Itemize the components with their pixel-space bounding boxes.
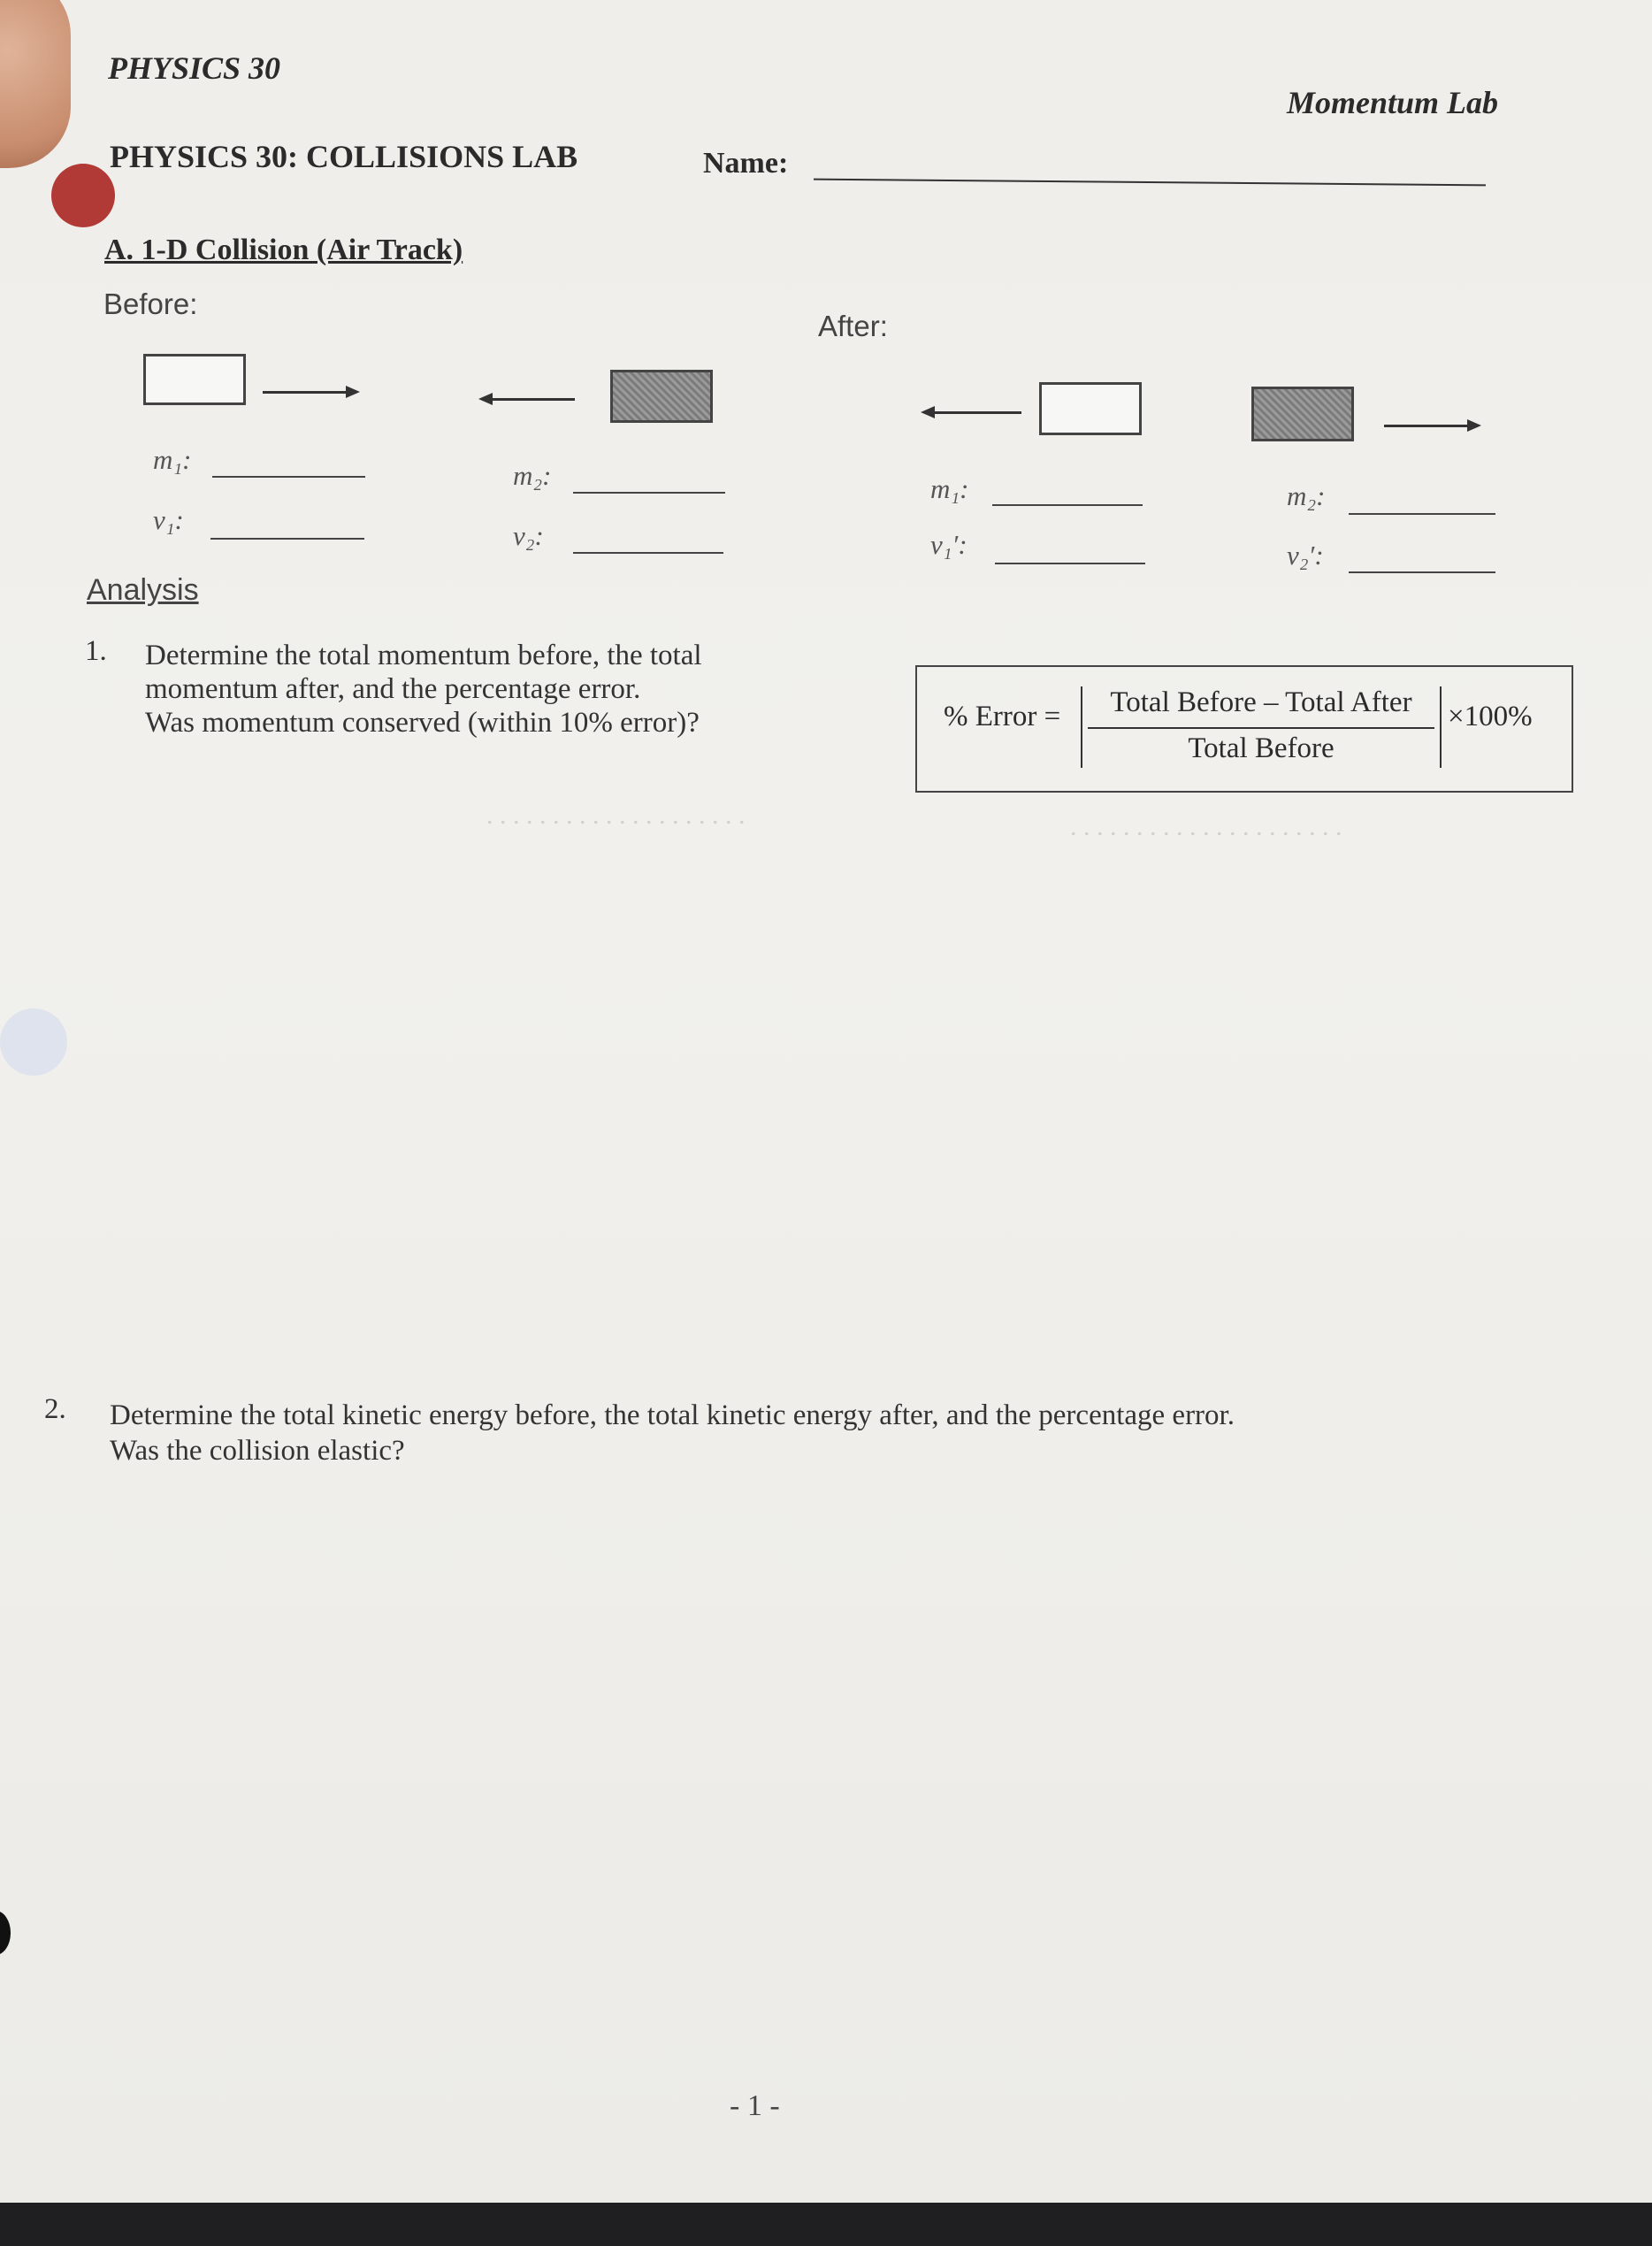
m1-after-label: m₁: (930, 473, 969, 504)
m2-before-field[interactable] (573, 492, 725, 494)
formula-multiplier: ×100% (1448, 701, 1533, 732)
fraction-bar (1088, 727, 1434, 729)
name-label: Name: (703, 147, 789, 180)
punch-hole-sticker (51, 164, 115, 227)
v2-after-label: v₂′: (1287, 540, 1324, 571)
m2-after-label: m₂: (1287, 480, 1326, 511)
question-1-line: Determine the total momentum before, the total (145, 640, 702, 671)
bleed-through-text: . . . . . . . . . . . . . . . . . . . . . (1070, 812, 1342, 841)
left-arrow-icon (482, 398, 575, 401)
question-2-line: Determine the total kinetic energy before, the total kinetic energy after, and the percentage error. (110, 1399, 1235, 1431)
question-number: 2. (44, 1393, 66, 1425)
percent-error-formula (915, 665, 1573, 793)
cart-1-after (1039, 382, 1142, 435)
question-2 (110, 1398, 1235, 1468)
question-1-line: momentum after, and the percentage error. (145, 673, 641, 705)
v1-before-field[interactable] (210, 538, 364, 540)
page-title: PHYSICS 30: COLLISIONS LAB (110, 139, 578, 174)
lab-header: Momentum Lab (1287, 85, 1499, 120)
cart-2-after (1251, 387, 1354, 441)
cart-2-before (610, 370, 713, 423)
right-arrow-icon (1384, 425, 1478, 427)
m1-after-field[interactable] (992, 504, 1143, 506)
formula-lhs: % Error = (944, 701, 1061, 732)
section-title: A. 1-D Collision (Air Track) (104, 234, 463, 266)
question-1 (145, 639, 702, 740)
v2-after-field[interactable] (1349, 571, 1495, 573)
punch-hole (0, 1008, 67, 1076)
cart-1-before (143, 354, 246, 405)
formula-denominator: Total Before (1188, 732, 1335, 764)
bleed-through-text: . . . . . . . . . . . . . . . . . . . . (486, 801, 746, 830)
before-label: Before: (103, 287, 198, 320)
question-number: 1. (85, 635, 107, 667)
course-header: PHYSICS 30 (108, 50, 281, 86)
question-2-line: Was the collision elastic? (110, 1435, 405, 1467)
m2-after-field[interactable] (1349, 513, 1495, 515)
v1-after-field[interactable] (995, 563, 1145, 564)
m1-before-field[interactable] (212, 476, 365, 478)
m1-before-label: m₁: (153, 444, 192, 475)
m2-before-label: m₂: (513, 460, 552, 491)
question-1-line: Was momentum conserved (within 10% error)? (145, 707, 700, 739)
analysis-heading: Analysis (87, 573, 199, 607)
table-background (0, 2203, 1652, 2246)
formula-numerator: Total Before – Total After (1110, 686, 1412, 718)
v1-after-label: v₁′: (930, 529, 967, 560)
v2-before-label: v₂: (513, 520, 544, 551)
left-arrow-icon (924, 411, 1021, 414)
v2-before-field[interactable] (573, 552, 723, 554)
right-arrow-icon (263, 391, 356, 394)
absolute-value-bars (1081, 686, 1442, 768)
after-label: After: (818, 310, 888, 342)
page-number: - 1 - (730, 2089, 780, 2122)
v1-before-label: v₁: (153, 504, 184, 535)
